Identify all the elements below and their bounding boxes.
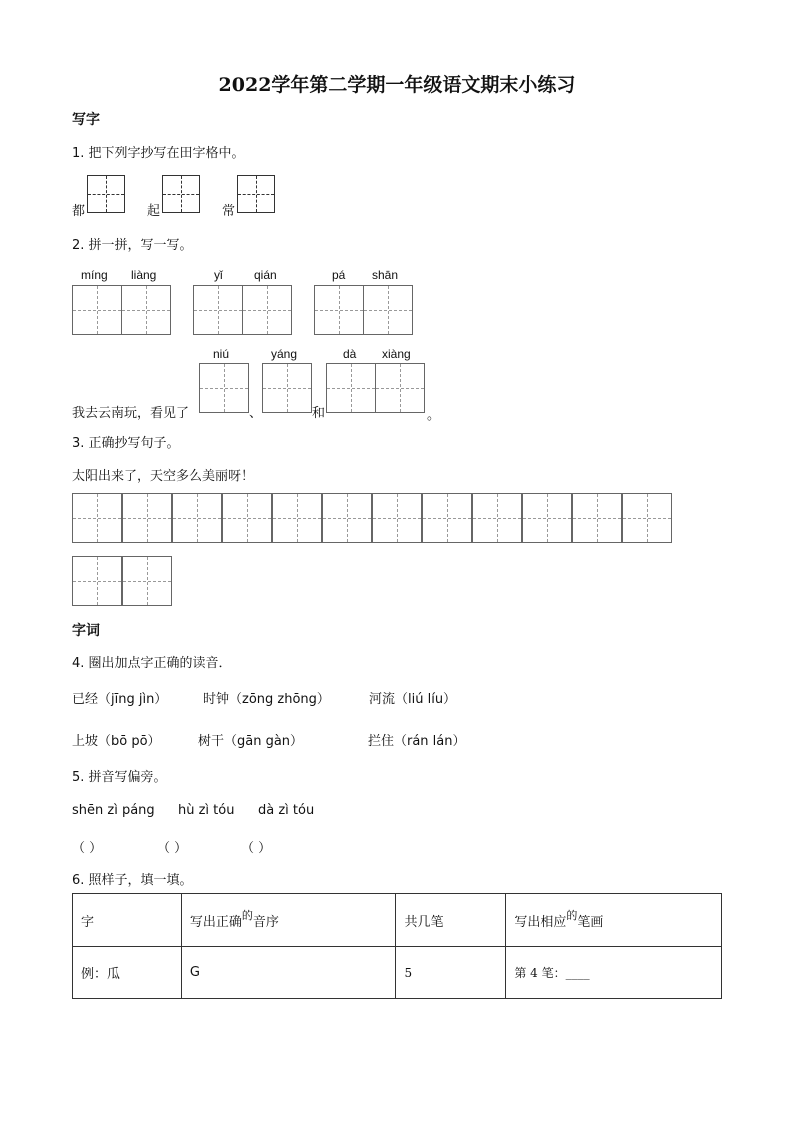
pinyin-label: yǐ (214, 268, 223, 282)
table-header-row (73, 894, 722, 947)
table-cell: 5 (396, 947, 506, 999)
tianzige-box[interactable] (622, 493, 672, 543)
q4-item: 拦住（rán lán） (368, 734, 466, 749)
tianzige-box[interactable] (222, 493, 272, 543)
tianzige-box[interactable] (372, 493, 422, 543)
q5-pinyin: shēn zì páng (72, 803, 155, 818)
tianzige-box[interactable] (72, 556, 122, 606)
q1-char-1: 都 (72, 204, 86, 219)
q1-char-2: 起 (147, 204, 161, 219)
tianzige-box[interactable] (262, 363, 312, 413)
tianzige-box[interactable] (272, 493, 322, 543)
header-yinxu: 音序 (252, 914, 279, 930)
pinyin-label: xiàng (382, 347, 411, 361)
q4-item: 上坡（bō pō） (72, 734, 161, 749)
pinyin-label: niú (213, 347, 230, 361)
q5-answer-blank[interactable]: （ ） (72, 841, 103, 856)
table-header-cell (396, 894, 506, 947)
tianzige-box[interactable] (242, 285, 292, 335)
header-stroke-count: 共几笔 (404, 914, 444, 930)
q4-item: 已经（jīng jìn） (72, 692, 168, 707)
tianzige-box[interactable] (314, 285, 364, 335)
question-4-prompt: 4. 圈出加点字正确的读音． (72, 656, 232, 671)
q2-separator-comma: 、 (249, 406, 263, 421)
q2-sentence-start: 我去云南玩，看见了 (72, 406, 190, 421)
header-char: 字 (81, 914, 95, 930)
q5-pinyin: dà zì tóu (258, 803, 315, 818)
q4-item: 河流（liú líu） (369, 692, 457, 707)
pinyin-label: qián (254, 268, 277, 282)
tianzige-box[interactable] (122, 556, 172, 606)
tianzige-box[interactable] (87, 175, 125, 213)
tianzige-box[interactable] (172, 493, 222, 543)
pinyin-label: dà (343, 347, 357, 361)
table-cell[interactable]: 第 4 笔：____ (506, 947, 722, 999)
table-header-cell (506, 894, 722, 947)
page-title: 2022学年第二学期一年级语文期末小练习 (218, 74, 576, 96)
table-header-cell (181, 894, 396, 947)
pinyin-label: shān (372, 268, 399, 282)
pinyin-label: liàng (131, 268, 157, 282)
tianzige-box[interactable] (326, 363, 376, 413)
tianzige-box[interactable] (162, 175, 200, 213)
fill-in-table (72, 893, 722, 999)
section-heading-writing: 写字 (72, 112, 100, 128)
tianzige-box[interactable] (375, 363, 425, 413)
table-cell: G (181, 947, 396, 999)
table-header-cell (73, 894, 182, 947)
q5-answer-blank[interactable]: （ ） (157, 841, 188, 856)
question-3-prompt: 3. 正确抄写句子。 (72, 436, 180, 451)
question-5-prompt: 5. 拼音写偏旁。 (72, 770, 167, 785)
tianzige-box[interactable] (237, 175, 275, 213)
q1-char-3: 常 (222, 204, 236, 219)
table-cell: 例：瓜 (73, 947, 182, 999)
tianzige-box[interactable] (472, 493, 522, 543)
section-heading-words: 字词 (72, 623, 100, 639)
header-de: 的 (566, 908, 578, 922)
tianzige-box[interactable] (572, 493, 622, 543)
tianzige-box[interactable] (72, 285, 122, 335)
table-row (73, 947, 722, 999)
tianzige-box[interactable] (121, 285, 171, 335)
tianzige-box[interactable] (193, 285, 243, 335)
tianzige-box[interactable] (199, 363, 249, 413)
q2-separator-and: 和 (312, 406, 326, 421)
q3-sentence: 太阳出来了，天空多么美丽呀！ (72, 469, 255, 484)
tianzige-box[interactable] (72, 493, 122, 543)
tianzige-box[interactable] (363, 285, 413, 335)
header-bihua: 笔画 (577, 914, 604, 930)
question-2-prompt: 2. 拼一拼，写一写。 (72, 238, 193, 253)
header-de: 的 (241, 908, 253, 922)
q2-sentence-end: 。 (427, 408, 441, 423)
header-write-label: 写出正确 (189, 914, 242, 930)
tianzige-box[interactable] (322, 493, 372, 543)
question-6-prompt: 6. 照样子，填一填。 (72, 873, 193, 888)
tianzige-box[interactable] (122, 493, 172, 543)
header-write-stroke: 写出相应 (514, 914, 567, 930)
pinyin-label: míng (81, 268, 108, 282)
q4-item: 时钟（zōng zhōng） (203, 692, 330, 707)
q4-item: 树干（gān gàn） (198, 734, 304, 749)
q5-pinyin: hù zì tóu (178, 803, 235, 818)
q5-answer-blank[interactable]: （ ） (241, 841, 272, 856)
pinyin-label: pá (332, 268, 346, 282)
question-1-prompt: 1. 把下列字抄写在田字格中。 (72, 146, 245, 161)
tianzige-box[interactable] (422, 493, 472, 543)
tianzige-box[interactable] (522, 493, 572, 543)
pinyin-label: yáng (271, 347, 298, 361)
